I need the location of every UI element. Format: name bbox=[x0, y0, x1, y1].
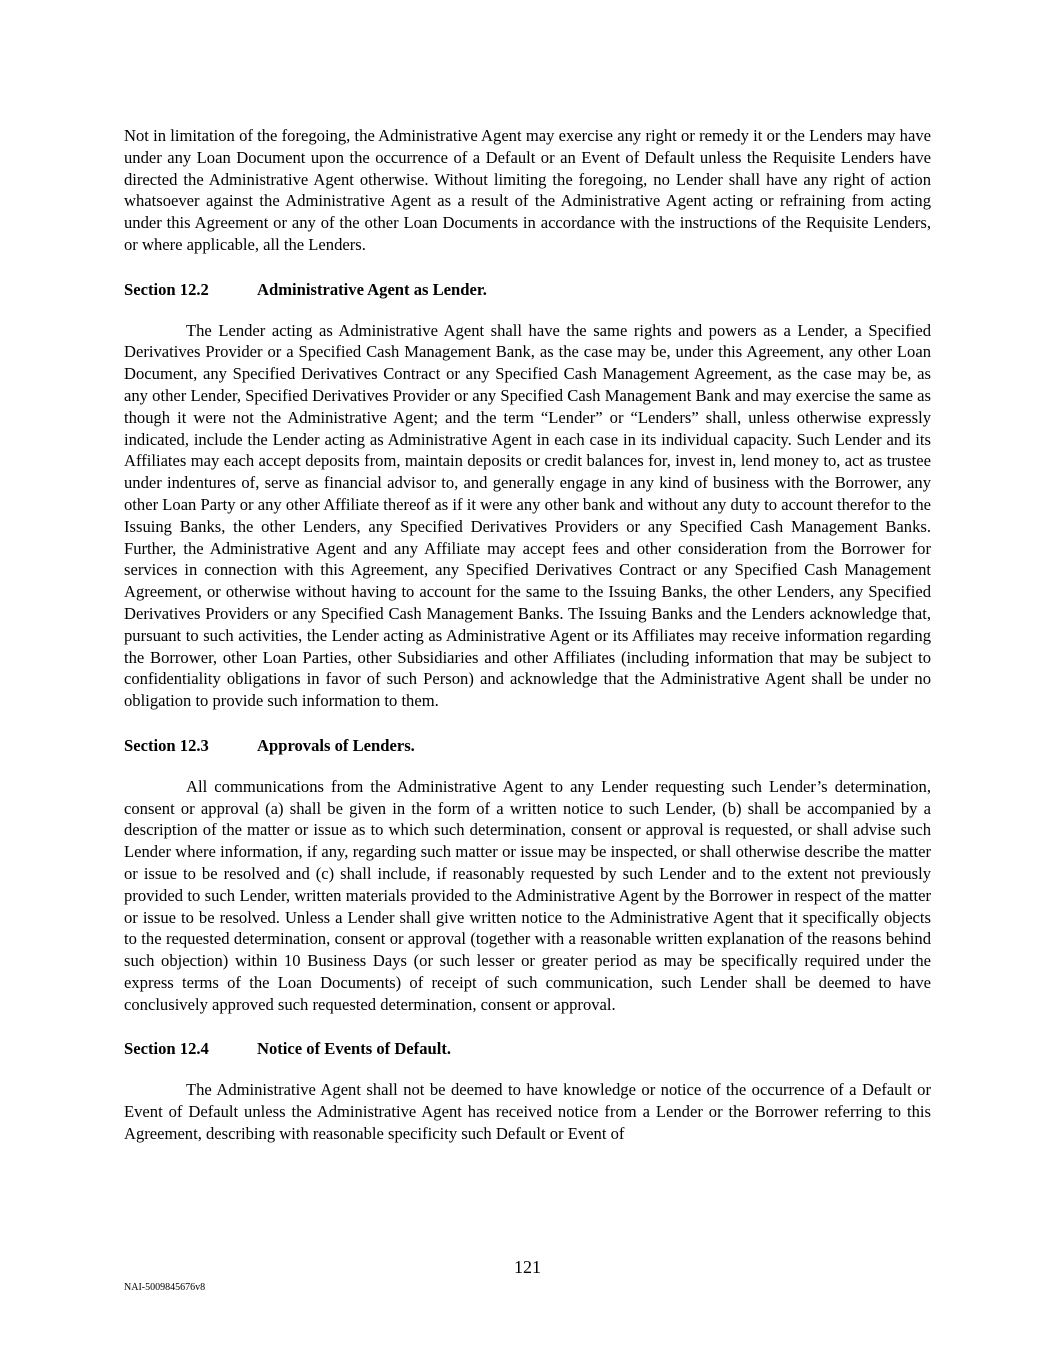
section-body: The Administrative Agent shall not be deemed to have knowledge or notice of the occurrence of a Default or Event of Default unless the Administrative Agent has received notice from a Lender or the Borrower referring to this Agreement, describing with reasonable specificity such Default or Event of bbox=[124, 1080, 931, 1143]
section-body: All communications from the Administrative Agent to any Lender requesting such Lender’s determination, consent or approval (a) shall be given in the form of a written notice to such Lender, (b) shall be accompanied by a description of the matter or issue as to which such determination, consent or approval is requested, or shall advise such Lender where information, if any, regarding such matter or issue may be inspected, or shall otherwise describe the matter or issue to be resolved and (c) shall include, if reasonably requested by such Lender and to the extent not previously provided to such Lender, written materials provided to the Administrative Agent by the Borrower in respect of the matter or issue to be resolved. Unless a Lender shall give written notice to the Administrative Agent that it specifically objects to the requested determination, consent or approval (together with a reasonable written explanation of the reasons behind such objection) within 10 Business Days (or such lesser or greater period as may be specifically required under the express terms of the Loan Documents) of receipt of such communication, such Lender shall be deemed to have conclusively approved such requested determination, consent or approval. bbox=[124, 776, 931, 1014]
section-title: Notice of Events of Default. bbox=[257, 1039, 452, 1059]
section-body: The Lender acting as Administrative Agent shall have the same rights and powers as a Lender, a Specified Derivatives Provider or a Specified Cash Management Bank, as the case may be, under this Agreement, any other Loan Document, any Specified Derivatives Contract or any Specified Cash Management Agreement, as the case may be, as any other Lender, Specified Derivatives Provider or any Specified Cash Management Bank and may exercise the same as though it were not the Administrative Agent; and the term “Lender” or “Lenders” shall, unless otherwise expressly indicated, include the Lender acting as Administrative Agent in each case in its individual capacity. Such Lender and its Affiliates may each accept deposits from, maintain deposits or credit balances for, invest in, lend money to, act as trustee under indentures of, serve as financial advisor to, and generally engage in any kind of business with the Borrower, any other Loan Party or any other Affiliate thereof as if it were any other bank and without any duty to account therefor to the Issuing Banks, the other Lenders, any Specified Derivatives Providers or any Specified Cash Management Banks. Further, the Administrative Agent and any Affiliate may accept fees and other consideration from the Borrower for services in connection with this Agreement, any Specified Derivatives Contract or any Specified Cash Management Agreement, or otherwise without having to account for the same to the Issuing Banks, the other Lenders, any Specified Derivatives Providers or any Specified Cash Management Banks. The Issuing Banks and the Lenders acknowledge that, pursuant to such activities, the Lender acting as Administrative Agent or its Affiliates may receive information regarding the Borrower, other Loan Parties, other Subsidiaries and other Affiliates (including information that may be subject to confidentiality obligations in favor of such Person) and acknowledge that the Administrative Agent shall be under no obligation to provide such information to them. bbox=[124, 320, 931, 711]
section-heading bbox=[124, 735, 931, 757]
document-page bbox=[124, 125, 931, 1145]
section-number: Section 12.3 bbox=[124, 735, 209, 755]
section-heading bbox=[124, 279, 931, 301]
intro-paragraph: Not in limitation of the foregoing, the Administrative Agent may exercise any right or remedy it or the Lenders may have under any Loan Document upon the occurrence of a Default or an Event of Default unless the Requisite Lenders have directed the Administrative Agent otherwise. Without limiting the foregoing, no Lender shall have any right of action whatsoever against the Administrative Agent as a result of the Administrative Agent acting or refraining from acting under this Agreement or any of the other Loan Documents in accordance with the instructions of the Requisite Lenders, or where applicable, all the Lenders. bbox=[124, 126, 931, 254]
document-id: NAI-5009845676v8 bbox=[124, 1282, 206, 1293]
section-heading bbox=[124, 1038, 931, 1060]
section-title: Approvals of Lenders. bbox=[257, 735, 415, 755]
section-number: Section 12.2 bbox=[124, 279, 209, 299]
section-title: Administrative Agent as Lender. bbox=[257, 279, 487, 299]
section-number: Section 12.4 bbox=[124, 1039, 209, 1059]
page-number: 121 bbox=[514, 1257, 541, 1277]
